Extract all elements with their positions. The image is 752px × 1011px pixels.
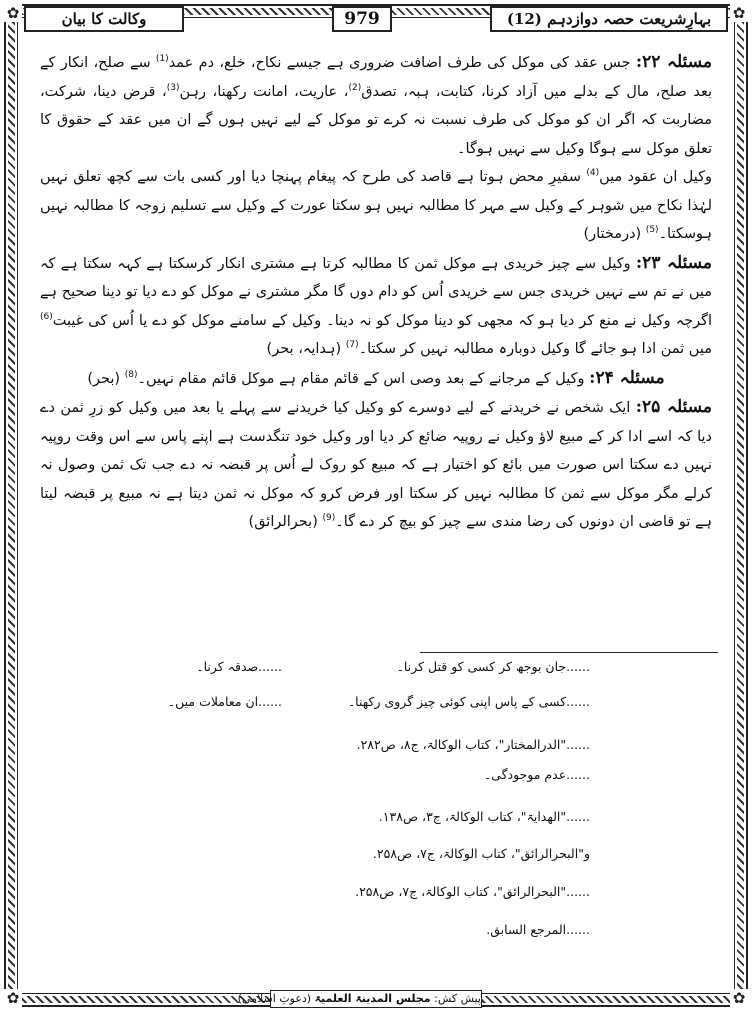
footnote-ref: (4) — [586, 168, 600, 179]
source-citation: (بحر) — [87, 370, 125, 387]
corner-ornament-icon: ✿ — [4, 4, 22, 22]
publisher-name: مجلس المدینۃ العلمیۃ — [314, 992, 431, 1005]
masala-22 — [40, 48, 712, 163]
masala-label: مسئلہ ۲۳: — [635, 252, 712, 273]
masala-label: مسئلہ ۲۴: — [589, 367, 665, 388]
footnote-ref: (2) — [348, 82, 362, 93]
footnote-6: ......عدم موجودگی۔ — [483, 767, 590, 782]
paragraph-text: ، قرض دینا، شرکت، مضاربت کہ اگر ان کو موکل کی طرف نسبت نہ کرے تو موکل کے لیے نہیں ہوں گے ان میں عقد کے حقوق کا تعلق موکل سے ہوگا وکیل سے نہیں ہوگا۔ — [40, 83, 712, 157]
footnote-ref: (7) — [345, 340, 359, 351]
footnote-ref: (1) — [155, 54, 169, 65]
source-citation: (ہدایہ، بحر) — [266, 341, 346, 357]
paragraph-text: سفیرِ محض ہوتا ہے قاصد کی طرح کہ پیغام پہنچا دیا اور کسی بات سے کچھ تعلق نہیں لہٰذا نکاح میں شوہر کے وکیل سے مہر کا مطالبہ نہیں ہو سکتا عورت کے وکیل سے تسلیم زوجہ کا مطالبہ نہیں ہوسکتا۔ — [40, 169, 712, 242]
publisher-box — [237, 990, 482, 1008]
footnote-7b: و"البحرالرائق"، کتاب الوکالۃ، ج۷، ص۲۵۸. — [372, 846, 590, 861]
footnote-1: ......جان بوجھ کر کسی کو قتل کرنا۔ — [396, 659, 590, 674]
source-citation: (درمختار) — [583, 226, 646, 242]
footnote-4: ......ان معاملات میں۔ — [167, 694, 282, 709]
masala-label: مسئلہ ۲۲: — [635, 52, 712, 72]
source-citation: (بحرالرائق) — [248, 514, 323, 530]
footnote-ref: (5) — [645, 225, 659, 236]
footnote-ref: (8) — [124, 369, 138, 380]
corner-ornament-icon: ✿ — [730, 4, 748, 22]
book-title: بہارِشریعت حصہ دوازدہم (12) — [490, 6, 728, 32]
page-header — [20, 6, 732, 32]
footnote-2: ......صدقہ کرنا۔ — [196, 659, 282, 674]
paragraph-text: ایک شخص نے خریدنے کے لیے دوسرے کو وکیل کیا خریدنے سے پہلے یا بعد میں وکیل کو زرِ ثمن دے دیا کہ اسے ادا کر کے مبیع لاؤ وکیل نے روپیہ ضائع کر دیا اور وکیل خود تنگدست ہے اپنے پاس سے اس وقت روپیہ نہیں دے سکتا اس صورت میں بائع کو اختیار ہے کہ مبیع کو روک لے اُس پر قبضہ نہ دے جب تک ثمن وصول نہ کرلے مگر موکل سے ثمن کا مطالبہ نہیں کر سکتا اور فرض کرو کہ موکل نہ ثمن دیتا ہے نہ مبیع پر قبضہ لیتا ہے تو قاضی ان دونوں کی رضا مندی سے چیز کو بیچ کر دے گا۔ — [40, 400, 712, 530]
publisher-affiliation: (دعوتِ اسلامی) — [237, 992, 312, 1005]
masala-25 — [40, 393, 712, 537]
paragraph-text: وکیل سے چیز خریدی ہے موکل ثمن کا مطالبہ کرتا ہے مشتری انکار کرسکتا ہے کہہ سکتا ہے کہ میں نے تم سے نہیں خریدی جس سے خریدی اُس کو دام دوں گا مگر مشتری نے موکل کو دے دیا تو دینا صحیح ہے اگرچہ وکیل نے منع کر دیا ہو کہ مجھی کو دینا موکل کو نہ دینا۔ وکیل کے سامنے موکل کو دے یا اُس کی غیبت — [40, 255, 712, 329]
footnote-7: ......"الھدایۃ"، کتاب الوکالۃ، ج۳، ص۱۳۸. — [378, 809, 590, 824]
masala-23 — [40, 249, 712, 364]
paragraph-text: وکیل کے مرجانے کے بعد وصی اس کے قائم مقام ہے موکل قائم مقام نہیں۔ — [137, 370, 590, 387]
footnote-ref: (9) — [322, 513, 336, 524]
masala-label: مسئلہ ۲۵: — [635, 397, 712, 417]
footnote-separator — [420, 652, 718, 653]
page-footer — [20, 990, 732, 1008]
footnote-9: ......المرجع السابق. — [486, 922, 590, 937]
footnote-8: ......"البحرالرائق"، کتاب الوکالۃ، ج۷، ص۲۵۸. — [355, 884, 590, 899]
paragraph-text: میں ثمن ادا ہو جائے گا وکیل دوبارہ مطالبہ نہیں کر سکتا۔ — [358, 341, 712, 357]
footnote-ref: (6) — [40, 311, 53, 322]
paragraph-text: سے صلح، انکار کے بعد صلح، مال کے بدلے میں آزاد کرنا، کتابت، ہبہ، تصدق — [40, 55, 712, 100]
main-text — [40, 48, 712, 537]
paragraph-text: جس عقد کی موکل کی طرف اضافت ضروری ہے جیسے نکاح، خلع، دم عمد — [168, 55, 636, 71]
chapter-title: وکالت کا بیان — [24, 6, 184, 32]
wakil-safir-paragraph — [40, 163, 712, 249]
page-number: 979 — [332, 6, 392, 32]
paragraph-text: ، عاریت، امانت رکھنا، رہن — [179, 83, 349, 100]
presented-by-label: پیش کش: — [434, 992, 481, 1005]
footnote-5: ......"الدرالمختار"، کتاب الوکالۃ، ج۸، ص۲۸۲. — [356, 737, 590, 752]
paragraph-text: وکیل ان عقود میں — [599, 169, 712, 185]
corner-ornament-icon: ✿ — [4, 989, 22, 1007]
corner-ornament-icon: ✿ — [730, 989, 748, 1007]
footnote-ref: (3) — [166, 82, 180, 93]
masala-24 — [40, 364, 712, 394]
footnote-3: ......کسی کے پاس اپنی کوئی چیز گروی رکھنا۔ — [347, 694, 590, 709]
